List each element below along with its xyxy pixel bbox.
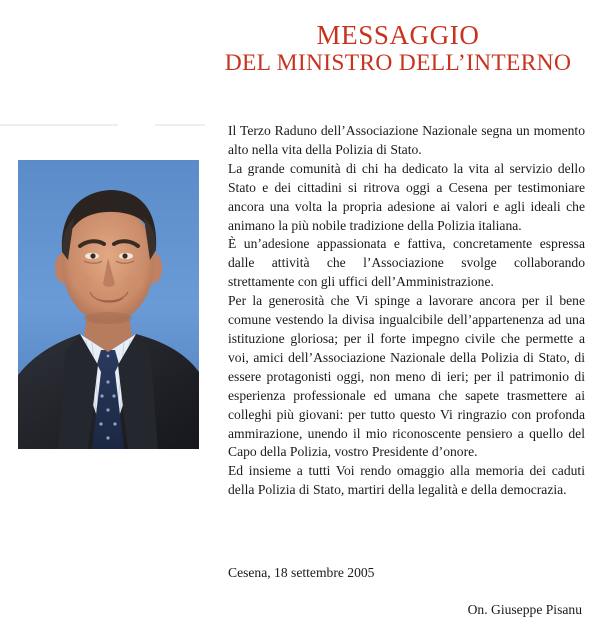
paragraph-3: È un’adesione appassionata e fattiva, concretamente espressa dalle attività che l’Associazione svolge collaborando strettamente con gli uffici dell’Amministrazione. [228, 236, 585, 290]
place-date: Cesena, 18 settembre 2005 [228, 565, 375, 580]
page-title [222, 22, 574, 76]
paragraph-1: Il Terzo Raduno dell’Associazione Nazionale segna un momento alto nella vita della Polizia di Stato. [228, 123, 585, 157]
divider [0, 124, 118, 126]
divider [155, 124, 205, 126]
paragraph-5: Ed insieme a tutti Voi rendo omaggio alla memoria dei caduti della Polizia di Stato, martiri della legalità e della democrazia. [228, 463, 585, 498]
paragraph-2: La grande comunità di chi ha dedicato la vita al servizio dello Stato e dei cittadini si ritrova oggi a Cesena per testimoniare ancora una volta la propria adesione ai valori e agli ideali che animano la più nobile tradizione della Polizia italiana. [228, 160, 585, 233]
portrait-photo [18, 160, 199, 449]
message-body [228, 122, 585, 500]
title-line-2: DEL MINISTRO DELL’INTERNO [224, 50, 572, 76]
signature: On. Giuseppe Pisanu [467, 602, 582, 617]
title-line-1: MESSAGGIO [316, 20, 480, 50]
paragraph-4: Per la generosità che Vi spinge a lavorare ancora per il bene comune vestendo la divisa ingualcibile dell’appartenenza ad una istituzione gloriosa; per il forte impegno civile che permette a voi, amici dell’Associazione Nazionale della Polizia di Stato, di essere protagonisti oggi, non meno di ieri; per il patrimonio di esperienza professionale ed umana che sapete trasmettere ai colleghi più giovani: per tutto questo Vi ringrazio con profonda ammirazione, unendo il mio riconoscente pensiero a quello del Capo della Polizia, vostro Presidente d’onore. [228, 293, 585, 460]
